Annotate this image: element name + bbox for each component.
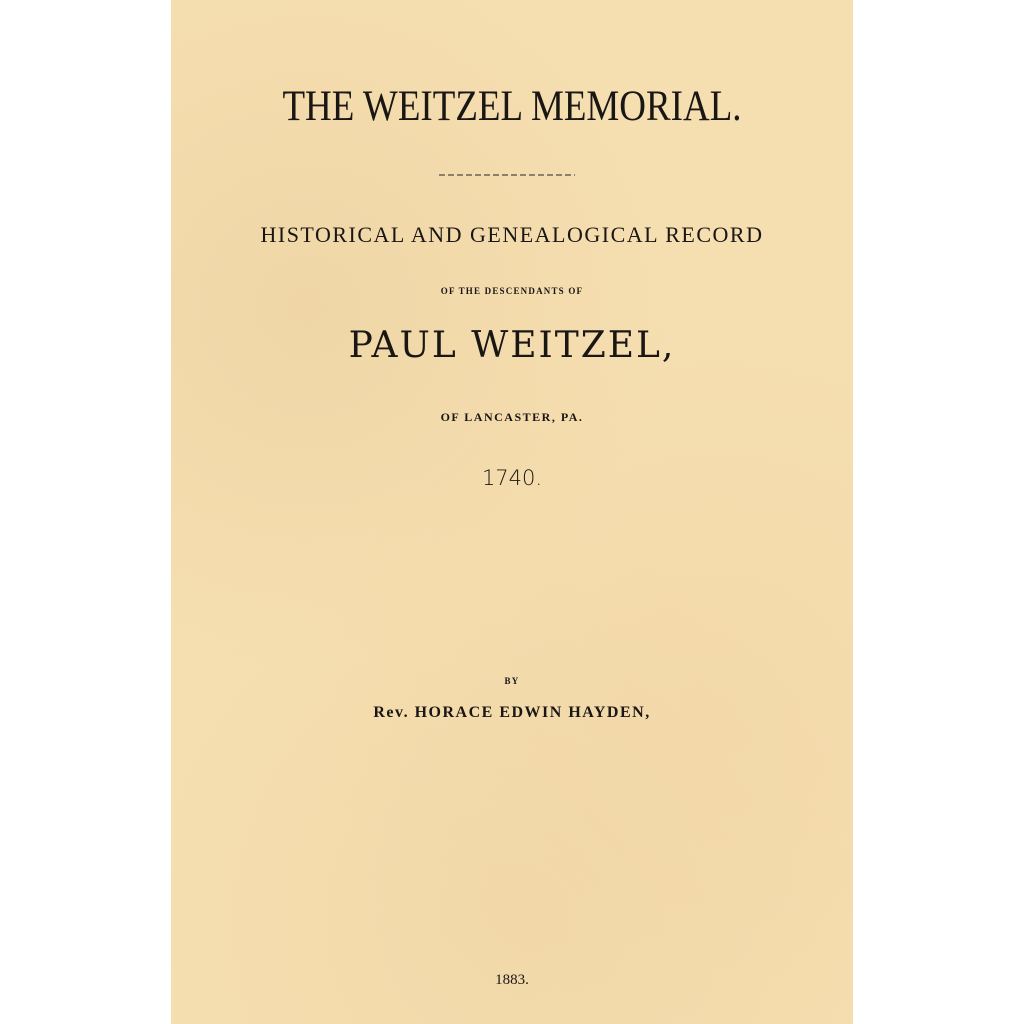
decorative-rule (439, 174, 575, 176)
subject-place: OF LANCASTER, PA. (440, 410, 584, 424)
subject-name: PAUL WEITZEL, (348, 325, 676, 366)
descendants-line: OF THE DESCENDANTS OF (440, 286, 584, 296)
book-subtitle: HISTORICAL AND GENEALOGICAL RECORD (260, 222, 764, 247)
author-name: Rev. HORACE EDWIN HAYDEN, (373, 704, 651, 721)
publication-year: 1883. (495, 972, 529, 988)
title-page (171, 0, 853, 1024)
by-label: BY (504, 676, 520, 686)
book-title: THE WEITZEL MEMORIAL. (282, 83, 742, 130)
subject-year: 1740. (481, 466, 543, 490)
